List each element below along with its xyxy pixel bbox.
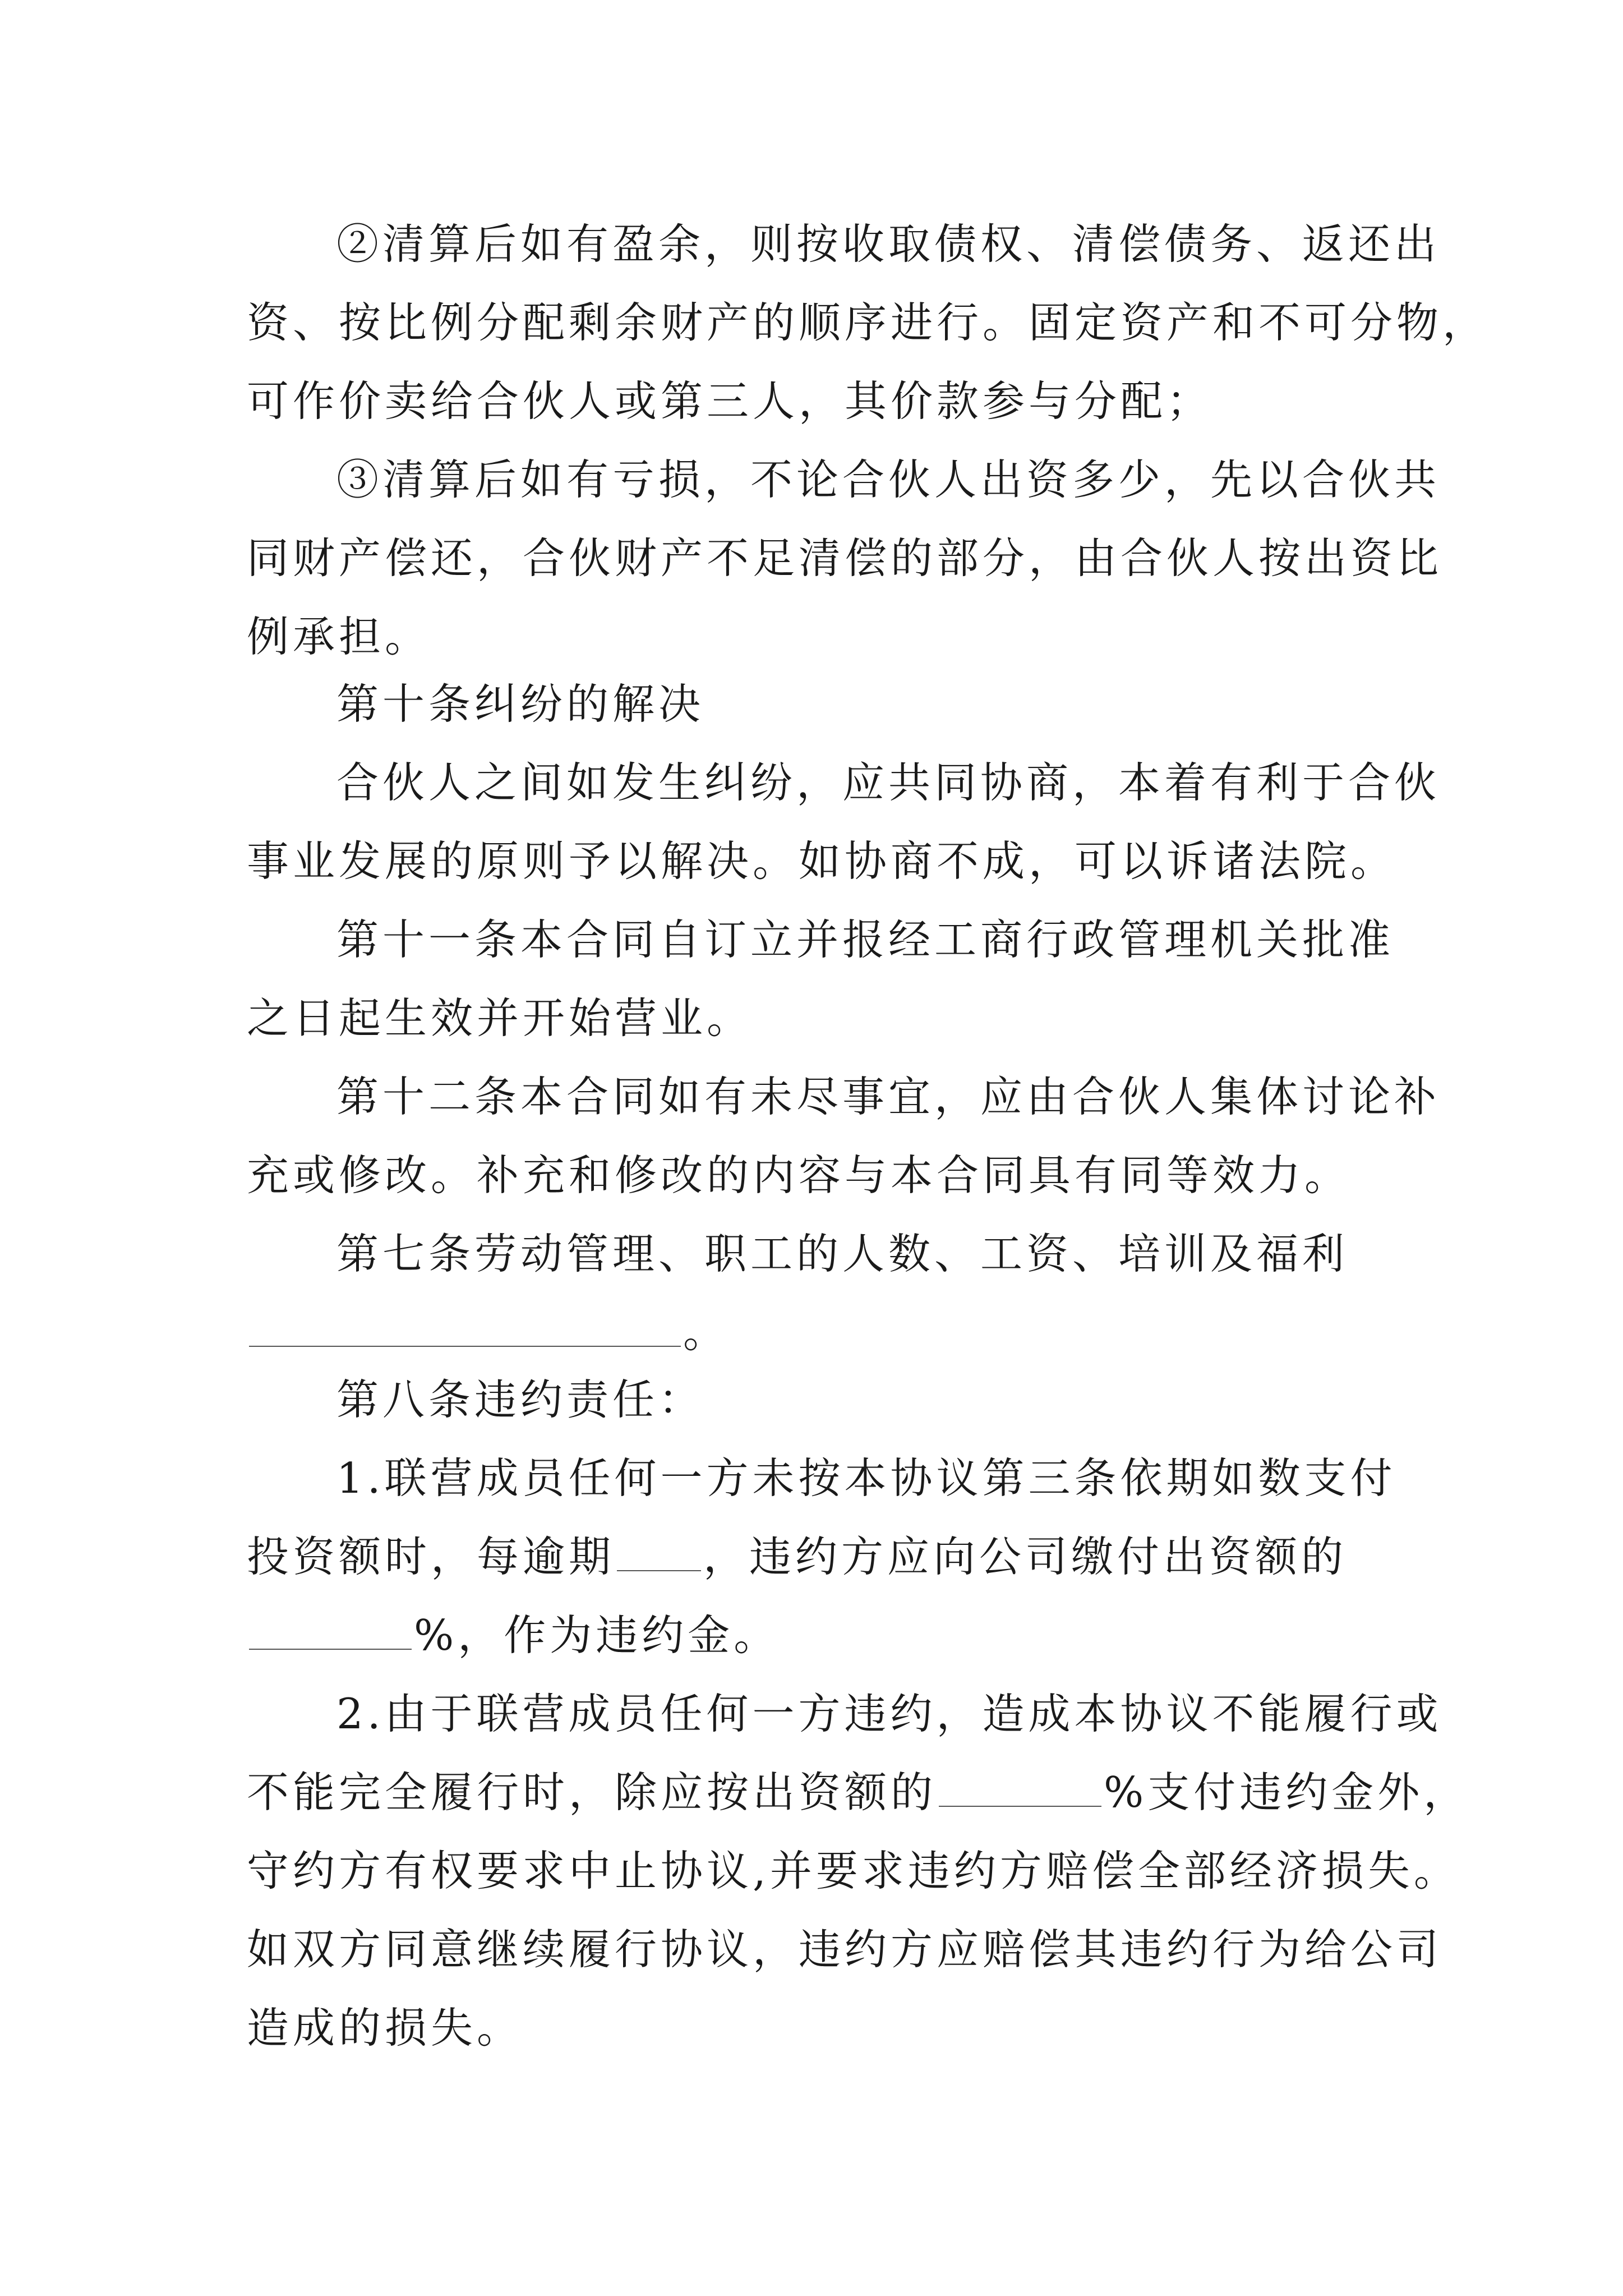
paragraph-line: 合伙人之间如发生纠纷，应共同协商，本着有利于合伙 — [336, 758, 1441, 807]
paragraph-line: 事业发展的原则予以解决。如协商不成，可以诉诸法院。 — [247, 836, 1397, 886]
section-heading: 第八条违约责任： — [336, 1375, 705, 1424]
paragraph-line — [247, 1611, 1391, 1660]
section-heading: 第十条纠纷的解决 — [336, 679, 705, 729]
paragraph-line: 资、按比例分配剩余财产的顺序进行。固定资产和不可分物， — [247, 298, 1489, 347]
paragraph-line: ②清算后如有盈余，则按收取债权、清偿债务、返还出 — [336, 219, 1441, 269]
line-text: %，作为违约金。 — [414, 1611, 780, 1660]
paragraph-line: 充或修改。补充和修改的内容与本合同具有同等效力。 — [247, 1151, 1351, 1200]
paragraph-line: 之日起生效并开始营业。 — [247, 993, 753, 1043]
fill-in-blank — [249, 1644, 412, 1650]
paragraph-line: 同财产偿还，合伙财产不足清偿的部分，由合伙人按出资比 — [247, 533, 1443, 583]
paragraph-line: ③清算后如有亏损，不论合伙人出资多少，先以合伙共 — [336, 455, 1441, 504]
line-text: %支付违约金外， — [1104, 1768, 1470, 1817]
line-text: 。 — [683, 1308, 730, 1357]
paragraph-line: 可作价卖给合伙人或第三人，其价款参与分配； — [247, 376, 1213, 426]
fill-in-blank — [939, 1801, 1101, 1807]
line-text: 投资额时，每逾期 — [247, 1532, 615, 1581]
paragraph-line: 例承担。 — [247, 612, 431, 661]
paragraph-line: 第七条劳动管理、职工的人数、工资、培训及福利 — [336, 1229, 1349, 1278]
paragraph-line: 第十一条本合同自订立并报经工商行政管理机关批准 — [336, 915, 1395, 964]
paragraph-line — [247, 1308, 1391, 1357]
fill-in-blank — [249, 1341, 681, 1347]
paragraph-line: 造成的损失。 — [247, 2003, 523, 2053]
paragraph-line: 如双方同意继续履行协议，违约方应赔偿其违约行为给公司 — [247, 1925, 1443, 1974]
paragraph-line: 1.联营成员任何一方未按本协议第三条依期如数支付 — [336, 1453, 1396, 1503]
paragraph-line — [247, 1768, 1470, 1817]
paragraph-line: 第十二条本合同如有未尽事宜，应由合伙人集体讨论补 — [336, 1072, 1441, 1121]
line-text: ，违约方应向公司缴付出资额的 — [703, 1532, 1348, 1581]
fill-in-blank — [617, 1566, 701, 1571]
paragraph-line: 2.由于联营成员任何一方违约，造成本协议不能履行或 — [336, 1689, 1442, 1738]
paragraph-line — [247, 1532, 1391, 1581]
paragraph-line: 守约方有权要求中止协议,并要求违约方赔偿全部经济损失。 — [247, 1846, 1460, 1895]
line-text: 不能完全履行时，除应按出资额的 — [247, 1768, 937, 1817]
